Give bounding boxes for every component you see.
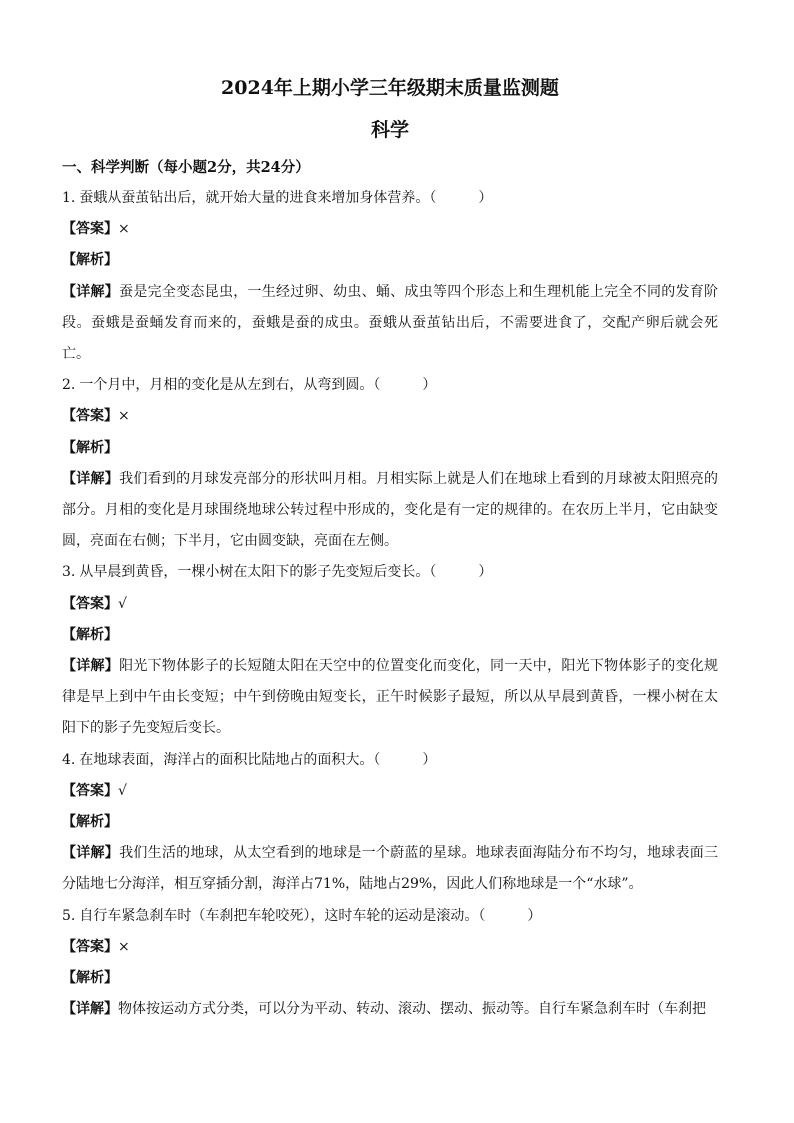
answer-value: √: [118, 782, 127, 799]
detail-text: 蚕是完全变态昆虫，一生经过卵、幼虫、蛹、成虫等四个形态上和生理机能上完全不同的发育阶段。蚕蛾是蚕蛹发育而来的，蚕蛾是蚕的成虫。蚕蛾从蚕茧钻出后，不需要进食了，交配产卵后就会死亡。: [62, 283, 719, 363]
answer-line: [62, 214, 718, 245]
question-text: 4. 在地球表面，海洋占的面积比陆地占的面积大。（ ）: [62, 751, 437, 768]
answer-value: √: [118, 595, 127, 612]
answer-line: [62, 401, 718, 432]
answer-value: ×: [118, 221, 130, 238]
detail-paragraph: [62, 651, 718, 745]
detail-label: 【详解】: [62, 283, 120, 300]
detail-label: 【详解】: [62, 658, 120, 675]
detail-paragraph: [62, 277, 718, 371]
analysis-label: 【解析】: [62, 439, 118, 456]
subject-title: 科学: [370, 119, 409, 141]
answer-line: [62, 776, 718, 807]
question-block: [62, 901, 718, 1026]
section-heading: 一、科学判断（每小题2分，共24分）: [62, 159, 310, 176]
analysis-label: 【解析】: [62, 252, 118, 269]
detail-paragraph: [62, 838, 718, 900]
detail-label: 【详解】: [62, 1001, 118, 1018]
detail-text: 物体按运动方式分类，可以分为平动、转动、滚动、摆动、振动等。自行车紧急刹车时（车刹把: [118, 1001, 706, 1018]
answer-label: 【答案】: [62, 782, 118, 799]
detail-paragraph: [62, 994, 718, 1025]
detail-text: 我们看到的月球发亮部分的形状叫月相。月相实际上就是人们在地球上看到的月球被太阳照亮的部分。月相的变化是月球围绕地球公转过程中形成的，变化是有一定的规律的。在农历上半月，它由缺变圆，亮面在右侧；下半月，它由圆变缺，亮面在左侧。: [62, 470, 719, 550]
detail-label: 【详解】: [62, 470, 120, 487]
answer-label: 【答案】: [62, 408, 118, 425]
question-text: 1. 蚕蛾从蚕茧钻出后，就开始大量的进食来增加身体营养。（ ）: [62, 190, 493, 206]
analysis-label: 【解析】: [62, 970, 118, 987]
question-block: [62, 557, 718, 744]
answer-label: 【答案】: [62, 221, 118, 238]
answer-value: ×: [118, 408, 130, 425]
detail-text: 阳光下物体影子的长短随太阳在天空中的位置变化而变化，同一天中，阳光下物体影子的变化规律是早上到中午由长变短；中午到傍晚由短变长，正午时候影子最短，所以从早晨到黄昏，一棵小树在太阳下的影子先变短后变长。: [62, 658, 719, 737]
detail-label: 【详解】: [62, 845, 120, 862]
answer-label: 【答案】: [62, 595, 118, 612]
exam-title: 2024年上期小学三年级期末质量监测题: [221, 77, 559, 99]
question-text: 5. 自行车紧急刹车时（车刹把车轮咬死），这时车轮的运动是滚动。（ ）: [62, 907, 542, 924]
answer-value: ×: [118, 938, 130, 955]
answer-label: 【答案】: [62, 938, 118, 955]
analysis-label: 【解析】: [62, 626, 118, 643]
question-text: 3. 从早晨到黄昏，一棵小树在太阳下的影子先变短后变长。（ ）: [62, 564, 493, 581]
detail-paragraph: [62, 464, 718, 558]
question-text: 2. 一个月中，月相的变化是从左到右，从弯到圆。（ ）: [62, 377, 437, 394]
question-block: [62, 183, 718, 370]
detail-text: 我们生活的地球，从太空看到的地球是一个蔚蓝的星球。地球表面海陆分布不均匀，地球表面三分陆地七分海洋，相互穿插分割，海洋占71%，陆地占29%，因此人们称地球是一个“水球”。: [62, 845, 719, 893]
question-block: [62, 745, 718, 901]
answer-line: [62, 589, 718, 620]
answer-line: [62, 932, 718, 963]
analysis-label: 【解析】: [62, 814, 118, 831]
question-block: [62, 370, 718, 557]
